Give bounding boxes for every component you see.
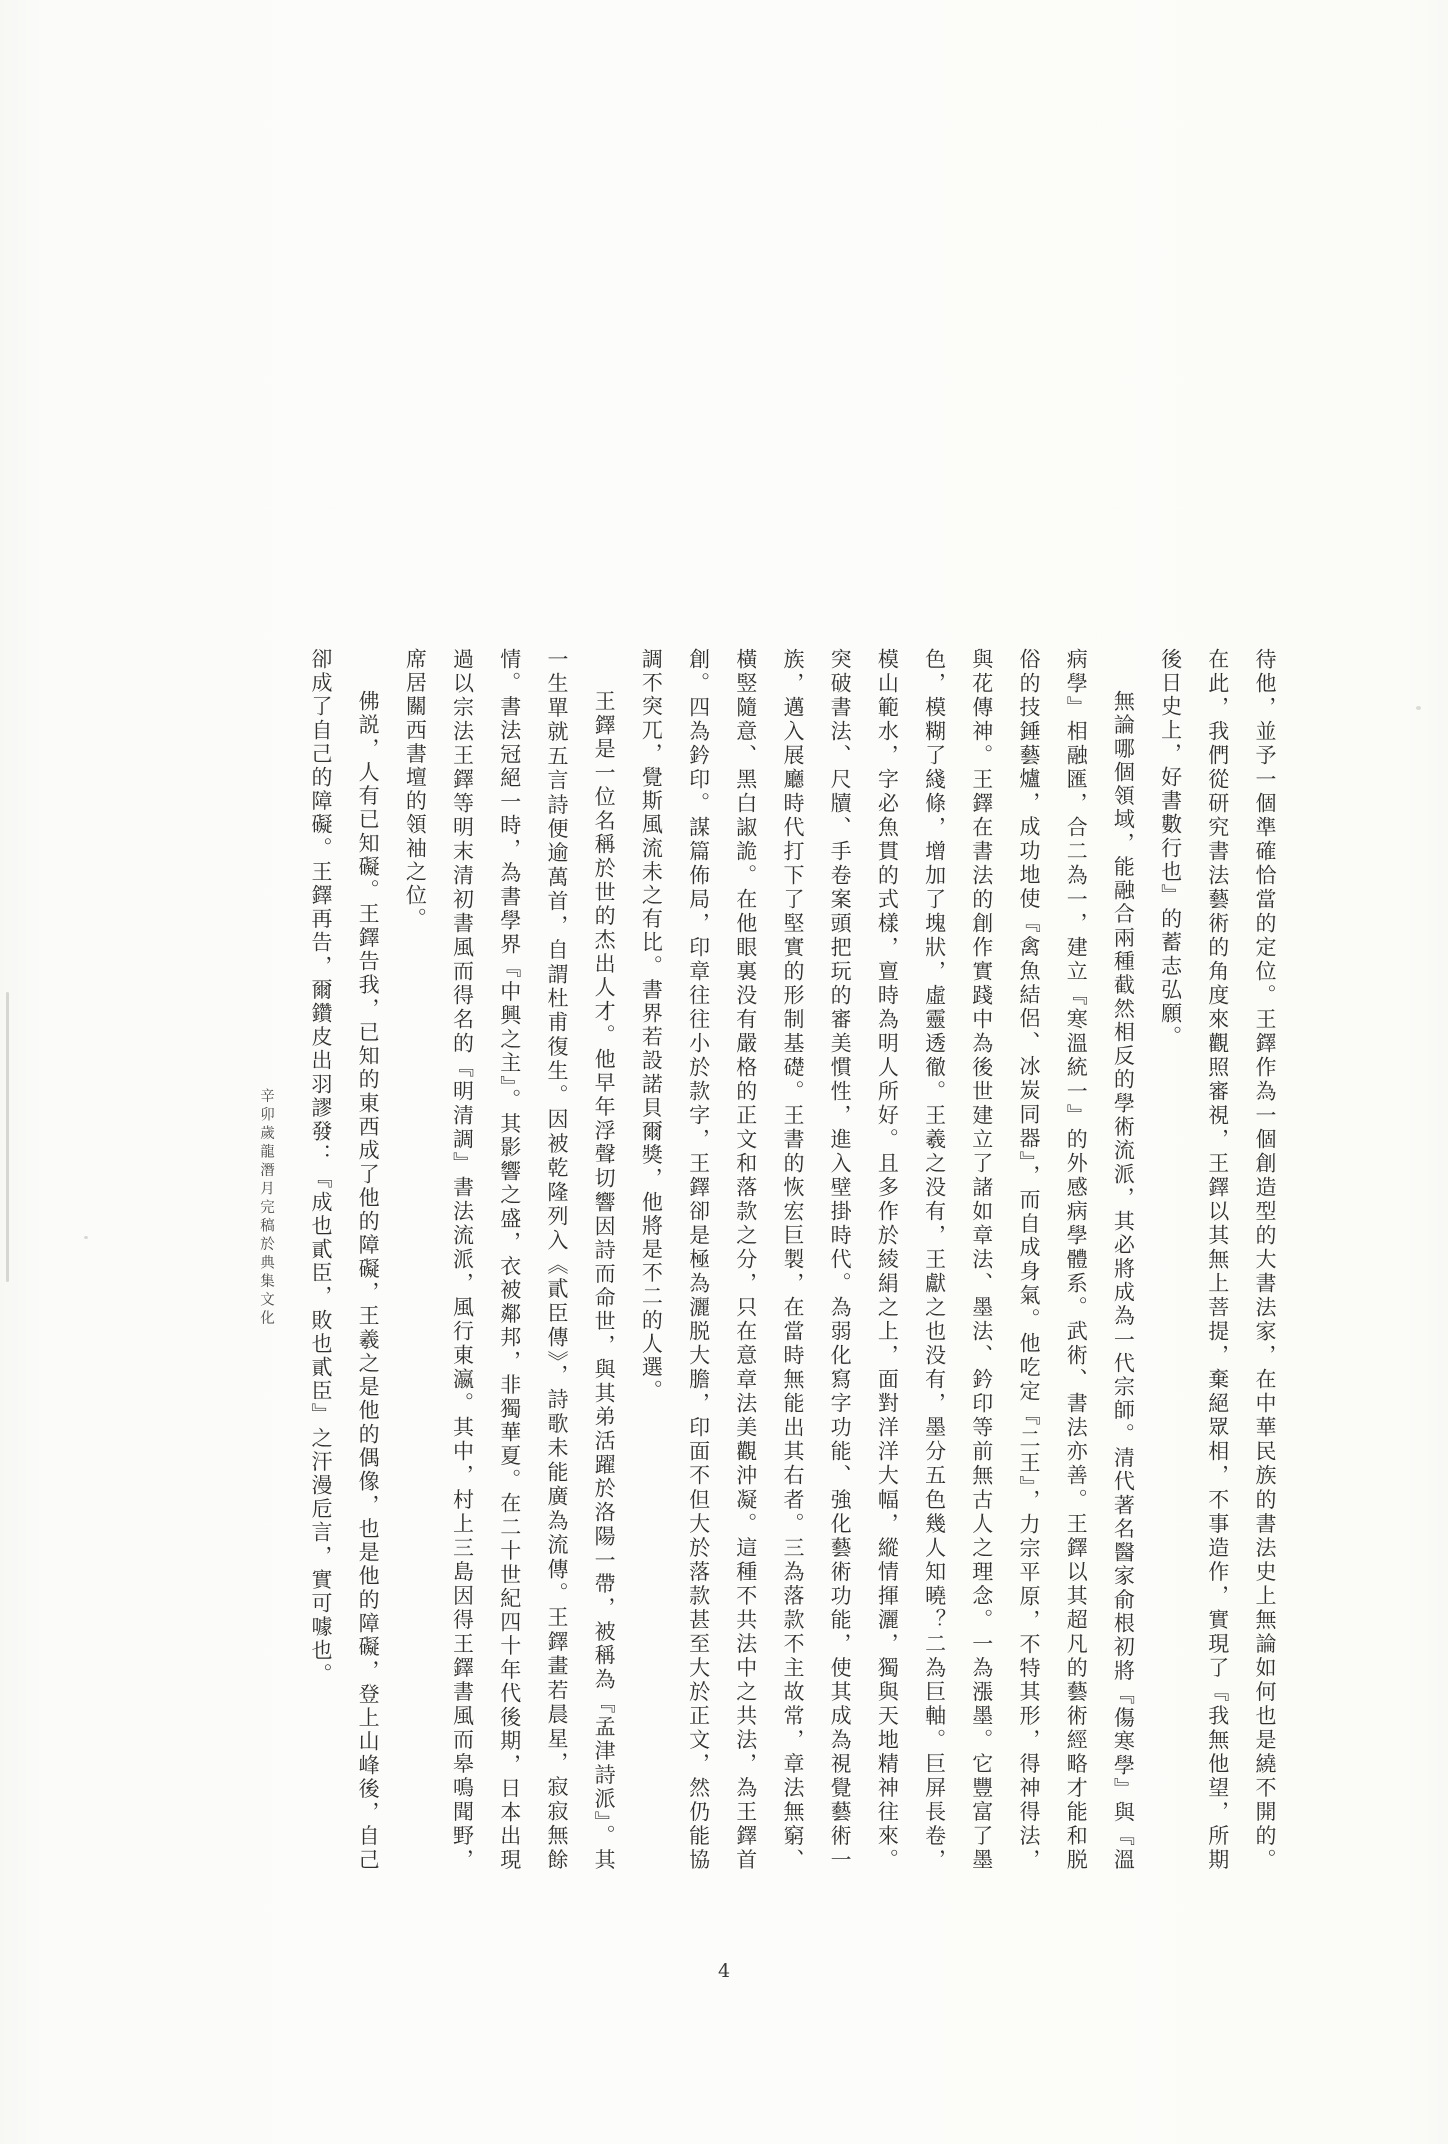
colophon: 辛卯歲龍潛月完稿於典集文化 [258, 1088, 274, 1329]
scan-edge-shadow [6, 992, 9, 1282]
article-paragraph: 待他，並予一個準確恰當的定位。王鐸作為一個創造型的大書法家，在中華民族的書法史上無論如何也是繞不開的。在此，我們從研究書法藝術的角度來觀照審視，王鐸以其無上菩提，棄絕眾相，不事造作，實現了『我無他望，所期後日史上，好書數行也』的蓄志弘願。 [1158, 648, 1277, 1872]
article-paragraph: 王鐸是一位名稱於世的杰出人才。他早年浮聲切響因詩而命世，與其弟活躍於洛陽一帶，被稱為『孟津詩派』。其一生單就五言詩便逾萬首，自謂杜甫復生。因被乾隆列入《貳臣傳》，詩歌未能廣為流傳。王鐸畫若晨星，寂寂無餘情。書法冠絕一時，為書學界『中興之主』。其影響之盛，衣被鄰邦，非獨華夏。在二十世紀四十年代後期，日本出現過以宗法王鐸等明末清初書風而得名的『明清調』書法流派，風行東瀛。其中，村上三島因得王鐸書風而皋鳴聞野，席居關西書壇的領袖之位。 [403, 648, 617, 1872]
scan-speck [84, 1236, 88, 1239]
article-paragraph: 佛説，人有已知礙。王鐸告我，已知的東西成了他的障礙，王羲之是他的偶像，也是他的障礙，登上山峰後，自己卻成了自己的障礙。王鐸再告，爾鑽皮出羽謬發：『成也貳臣，敗也貳臣』之汗漫卮言，實可噱也。 [308, 648, 381, 1872]
article-paragraph: 無論哪個領域，能融合兩種截然相反的學術流派，其必將成為一代宗師。清代著名醫家俞根初將『傷寒學』與『溫病學』相融匯，合二為一，建立『寒溫統一』的外感病學體系。武術、書法亦善。王鐸以其超凡的藝術經略才能和脱俗的技錘藝爐，成功地使『禽魚結侶、冰炭同器』，而自成身氣。他吃定『二王』，力宗平原，不特其形，得神得法，與花傳神。王鐸在書法的創作實踐中為後世建立了諸如章法、墨法、鈐印等前無古人之理念。一為漲墨。它豐富了墨色，模糊了綫條，增加了塊狀，虛靈透徹。王羲之没有，王獻之也没有，墨分五色幾人知曉？二為巨軸。巨屏長卷，模山範水，字必魚貫的式樣，亶時為明人所好。且多作於綾絹之上，面對洋洋大幅，縱情揮灑，獨與天地精神往來。突破書法、尺牘、手卷案頭把玩的審美慣性，進入壁掛時代。為弱化寫字功能、強化藝術功能，使其成為視覺藝術一族，邁入展廳時代打下了堅實的形制基礎。王書的恢宏巨製，在當時無能出其右者。三為落款不主故常，章法無窮、橫竪隨意、黑白諔詭。在他眼裏没有嚴格的正文和落款之分，只在意章法美觀沖凝。這種不共法中之共法，為王鐸首創。四為鈐印。謀篇佈局，印章往往小於款字，王鐸卻是極為灑脱大膽，印面不但大於落款甚至大於正文，然仍能協調不突兀，覺斯風流未之有比。書界若設諾貝爾獎，他將是不二的人選。 [639, 648, 1136, 1872]
scan-speck [1416, 706, 1421, 710]
page-number: 4 [717, 1960, 731, 1982]
article-text-block [290, 648, 1288, 1872]
